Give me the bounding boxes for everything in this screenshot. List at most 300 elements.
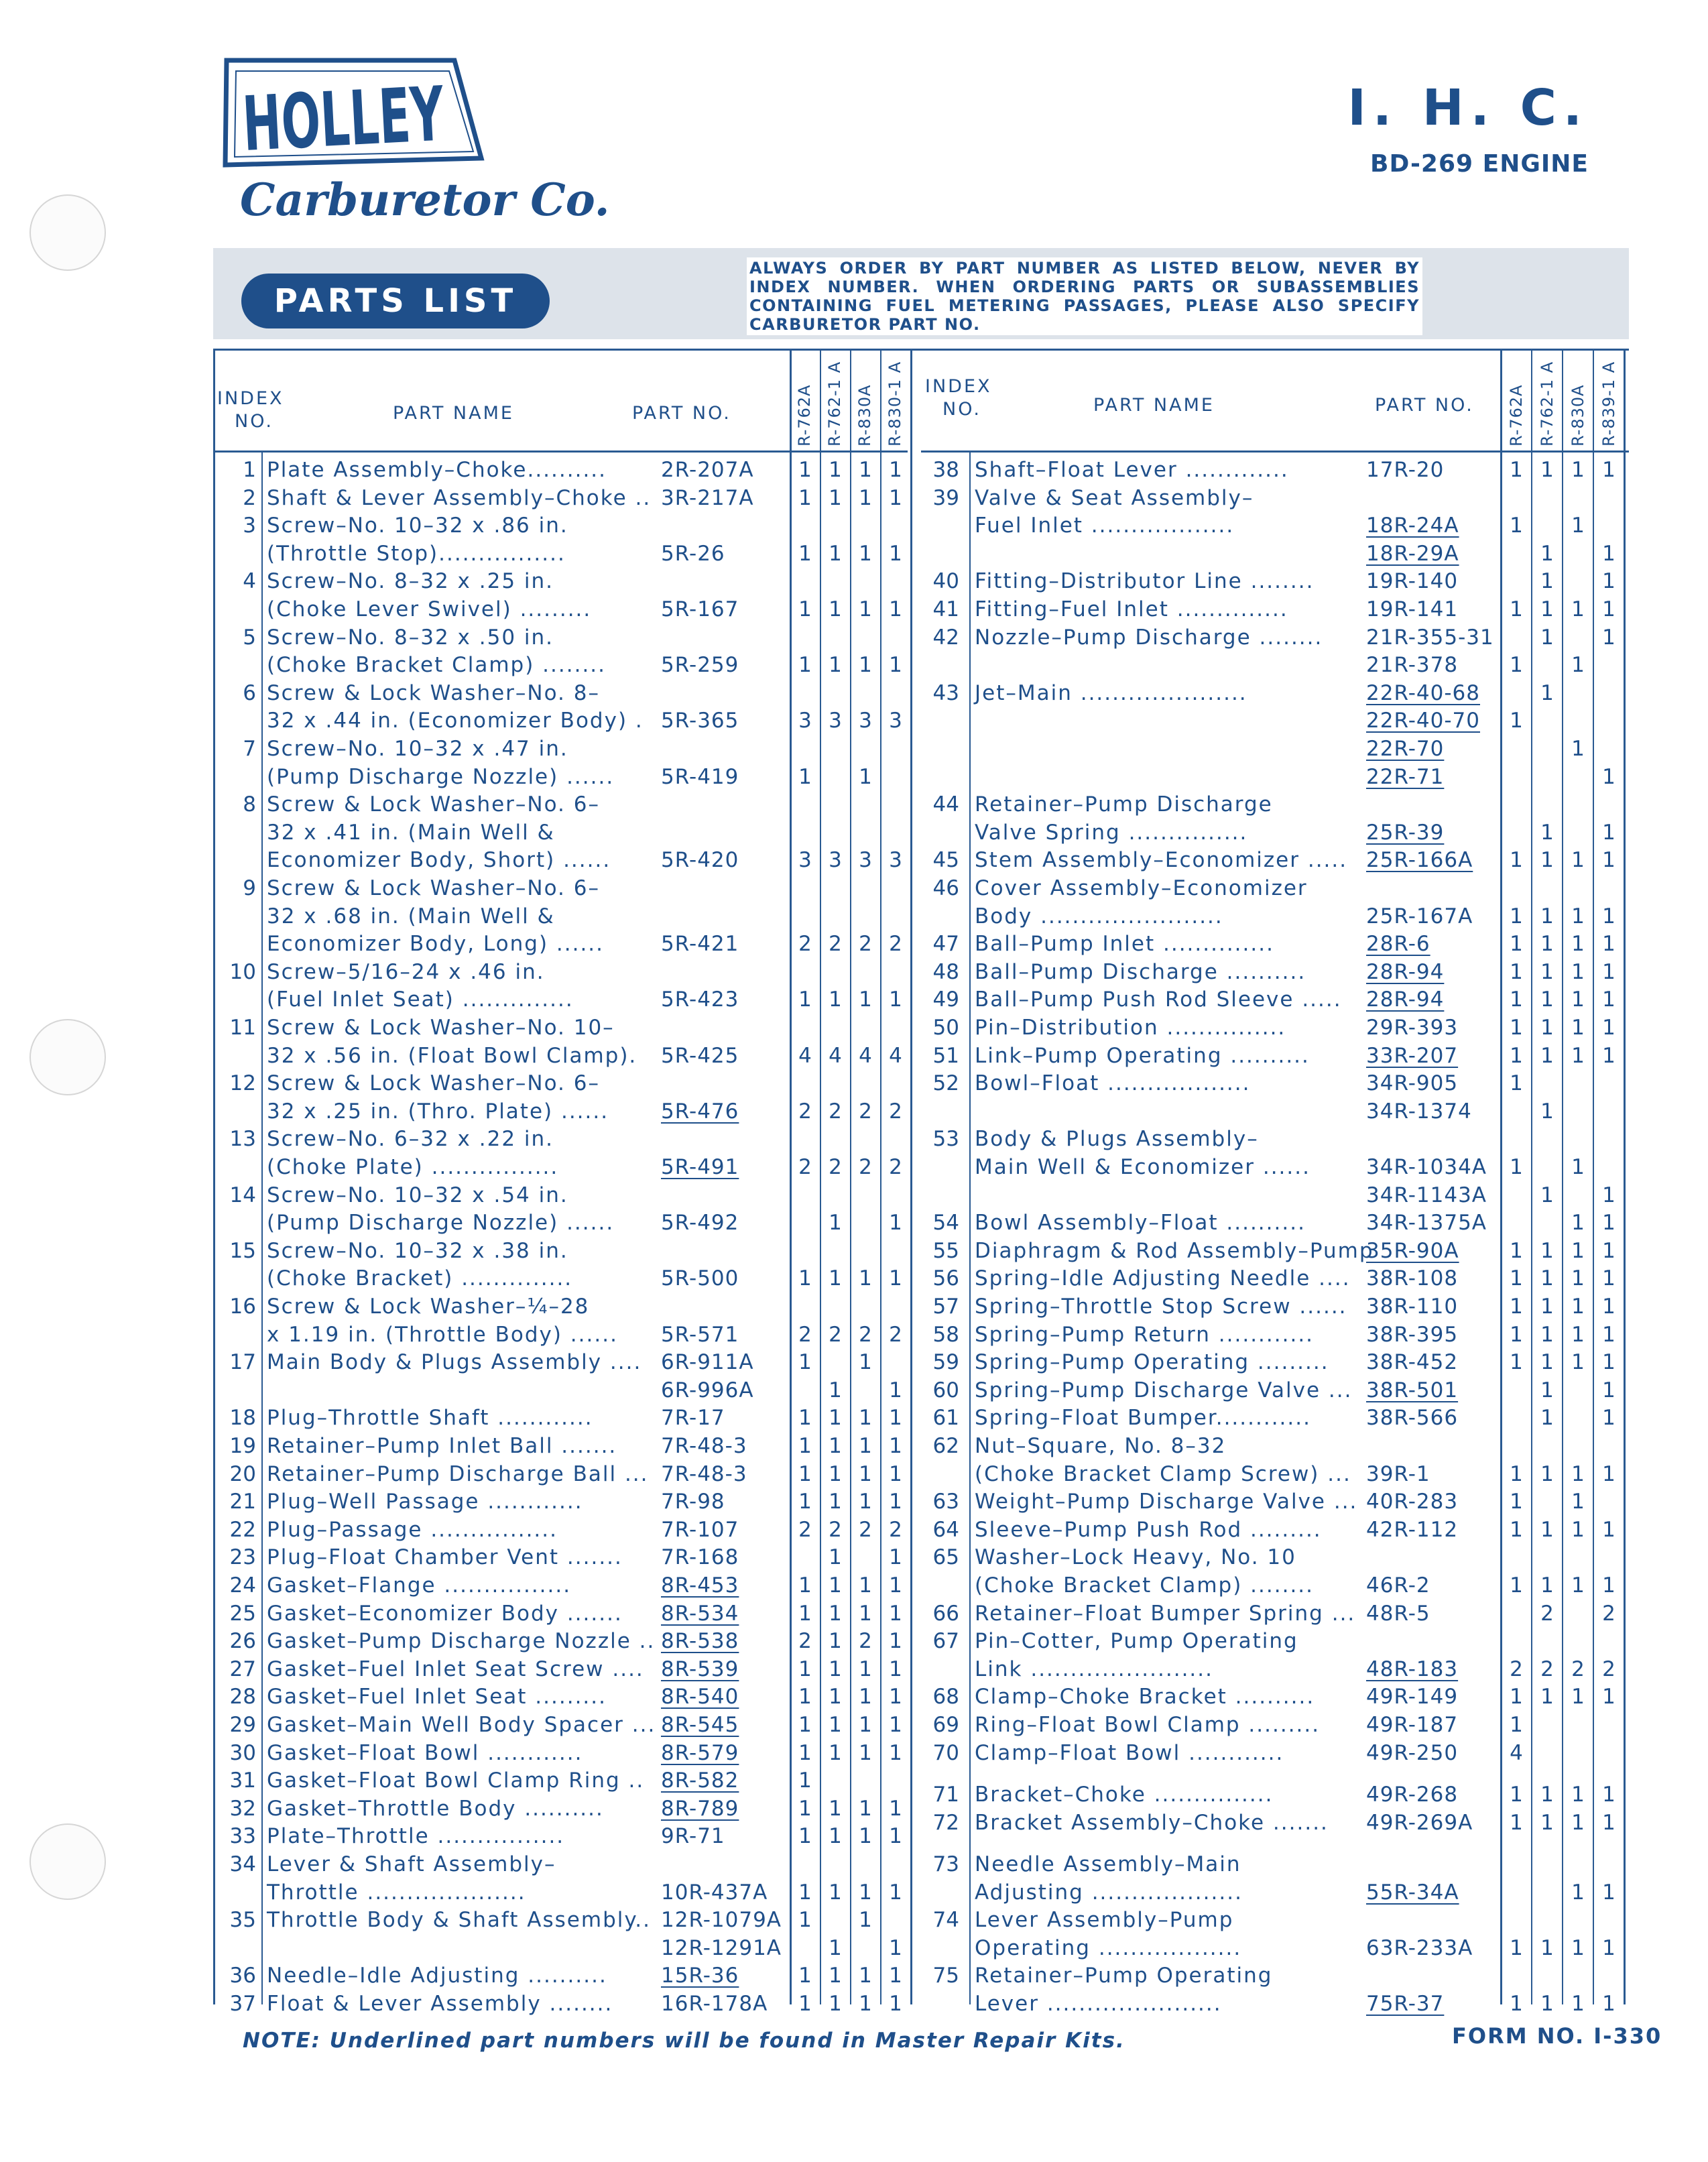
col-rule	[969, 451, 971, 2004]
qty-cell	[852, 736, 879, 762]
qty-cell: 1	[859, 1350, 872, 1375]
part-number: 46R-2	[1366, 1573, 1430, 1598]
qty-cell: 1	[829, 1266, 842, 1291]
qty-cell	[1595, 513, 1622, 538]
qty-cell	[852, 1852, 879, 1877]
qty-cell: 1	[1571, 1461, 1585, 1486]
qty-cell: 1	[829, 1713, 842, 1737]
qty-cell: 1	[1540, 1016, 1554, 1040]
qty-cell: 1	[1540, 1099, 1554, 1124]
part-name: Plug–Throttle Shaft ............	[267, 1406, 593, 1431]
qty-cell	[1534, 1880, 1561, 1905]
qty-cell: 1	[829, 597, 842, 621]
qty-cell: 1	[798, 1824, 812, 1849]
qty-cell: 1	[889, 458, 902, 482]
part-number: 8R-540	[661, 1685, 739, 1709]
qty-cell: 1	[889, 653, 902, 678]
part-name: x 1.19 in. (Throttle Body) ......	[267, 1322, 618, 1347]
qty-cell	[882, 1852, 909, 1877]
part-name: (Choke Bracket Clamp Screw) ...	[975, 1461, 1351, 1486]
part-name: Nut–Square, No. 8–32	[975, 1434, 1227, 1458]
qty-cell: 1	[1571, 1043, 1585, 1068]
part-name: Plug–Float Chamber Vent .......	[267, 1545, 623, 1570]
qty-cell: 1	[829, 1490, 842, 1514]
part-number: 7R-48-3	[661, 1434, 747, 1458]
row-index: 71	[932, 1783, 959, 1807]
row-index: 26	[229, 1629, 256, 1654]
row-index: 67	[932, 1629, 959, 1654]
row-index: 56	[932, 1266, 959, 1291]
part-number: 5R-259	[661, 653, 739, 678]
row-index: 40	[932, 569, 959, 594]
qty-cell	[1534, 1628, 1561, 1654]
part-number: 34R-1374	[1366, 1099, 1472, 1124]
qty-cell	[1565, 1378, 1591, 1403]
part-name: Spring–Pump Operating .........	[975, 1350, 1329, 1375]
qty-cell	[882, 904, 909, 929]
part-name: Ball–Pump Push Rod Sleeve .....	[975, 987, 1342, 1012]
part-name: Fitting–Fuel Inlet ..............	[975, 597, 1288, 621]
qty-cell	[1503, 1852, 1530, 1877]
part-name: Nozzle–Pump Discharge ........	[975, 625, 1323, 650]
row-index: 74	[932, 1908, 959, 1933]
qty-cell: 1	[889, 1629, 902, 1654]
qty-cell	[882, 1907, 909, 1933]
qty-cell: 1	[889, 1964, 902, 1988]
part-number: 7R-107	[661, 1517, 739, 1542]
qty-cell	[882, 1768, 909, 1793]
ordering-note: ALWAYS ORDER BY PART NUMBER AS LISTED BELOW, NEVER BY INDEX NUMBER. WHEN ORDERING PARTS OR SUBASSEMBLIES CONTAINING FUEL METERING PASSAGES, PLEASE ALSO SPECIFY CARBURETOR PART NO.	[747, 257, 1422, 335]
qty-cell	[1534, 1433, 1561, 1459]
qty-cell	[792, 959, 818, 985]
parts-list-label: PARTS LIST	[241, 274, 550, 328]
part-name: Pin–Distribution ...............	[975, 1016, 1286, 1040]
qty-cell: 1	[798, 987, 812, 1012]
qty-cell: 1	[889, 541, 902, 566]
qty-cell: 2	[1571, 1657, 1585, 1681]
qty-cell	[792, 820, 818, 845]
qty-cell	[1595, 1712, 1622, 1738]
row-index	[213, 820, 256, 845]
part-name: (Choke Bracket Clamp) ........	[267, 653, 607, 678]
qty-cell: 1	[798, 1964, 812, 1988]
qty-cell	[1503, 792, 1530, 817]
qty-cell: 1	[1510, 514, 1523, 538]
part-name: Gasket–Fuel Inlet Seat .........	[267, 1685, 607, 1709]
qty-cell: 1	[1540, 959, 1554, 984]
qty-cell: 1	[829, 458, 842, 482]
qty-cell: 1	[798, 1490, 812, 1514]
qty-cell	[1534, 708, 1561, 733]
right-col-r762-1a: R-762-1 A	[1538, 361, 1557, 446]
qty-cell: 2	[1510, 1657, 1523, 1681]
row-index: 2	[243, 485, 256, 510]
left-col-r762a: R-762A	[795, 384, 814, 446]
qty-cell: 1	[1602, 1322, 1615, 1347]
part-name: 32 x .25 in. (Thro. Plate) ......	[267, 1099, 609, 1124]
qty-cell: 1	[1602, 1266, 1615, 1291]
qty-cell: 1	[1540, 1783, 1554, 1807]
part-number: 6R-996A	[661, 1378, 754, 1402]
qty-cell: 1	[1540, 904, 1554, 928]
part-name: Cover Assembly–Economizer	[975, 876, 1308, 900]
qty-cell	[822, 1768, 849, 1793]
qty-cell: 1	[829, 987, 842, 1012]
qty-cell	[1534, 1712, 1561, 1738]
part-name: Plug–Passage ................	[267, 1517, 558, 1542]
row-index	[912, 1573, 959, 1598]
qty-cell: 1	[889, 1685, 902, 1709]
qty-cell: 1	[1602, 1238, 1615, 1263]
row-index: 42	[932, 625, 959, 650]
qty-cell: 1	[859, 1796, 872, 1821]
qty-cell: 2	[859, 1517, 872, 1542]
row-index: 58	[932, 1322, 959, 1347]
part-name: (Fuel Inlet Seat) ..............	[267, 987, 574, 1012]
part-number: 5R-167	[661, 597, 739, 621]
row-index: 39	[932, 485, 959, 510]
row-index	[213, 1210, 256, 1236]
qty-cell: 1	[1540, 1685, 1554, 1709]
part-number: 5R-500	[661, 1266, 739, 1291]
qty-cell: 2	[798, 932, 812, 957]
part-number: 33R-207	[1366, 1043, 1459, 1068]
qty-cell: 1	[798, 1740, 812, 1765]
qty-cell: 1	[889, 1824, 902, 1849]
qty-cell	[1503, 876, 1530, 901]
row-index	[213, 708, 256, 733]
qty-cell: 1	[859, 1964, 872, 1988]
part-number: 12R-1291A	[661, 1935, 782, 1960]
part-name: Retainer–Pump Discharge Ball ...	[267, 1461, 649, 1486]
row-index: 63	[932, 1490, 959, 1514]
qty-cell	[1565, 1907, 1591, 1933]
footer-note: NOTE: Underlined part numbers will be found in Master Repair Kits.	[243, 2029, 1125, 2053]
qty-cell: 1	[1571, 653, 1585, 678]
qty-cell: 1	[1602, 1935, 1615, 1960]
qty-cell	[852, 820, 879, 845]
qty-cell: 1	[1540, 1406, 1554, 1431]
qty-cell: 1	[859, 1740, 872, 1765]
qty-cell	[882, 1294, 909, 1319]
row-index: 3	[243, 514, 256, 538]
qty-cell	[1565, 541, 1591, 566]
qty-cell	[1565, 625, 1591, 650]
qty-cell: 1	[1602, 1685, 1615, 1709]
part-number: 10R-437A	[661, 1880, 768, 1905]
part-number: 21R-355-31	[1366, 625, 1494, 650]
qty-cell	[852, 1210, 879, 1236]
qty-cell: 1	[859, 1685, 872, 1709]
page-title: I. H. C.	[1347, 79, 1589, 137]
qty-cell	[1595, 1071, 1622, 1096]
qty-cell: 2	[859, 1155, 872, 1179]
part-number: 7R-168	[661, 1545, 739, 1570]
left-col-r830-1a: R-830-1 A	[886, 361, 904, 446]
qty-cell: 1	[1602, 1880, 1615, 1905]
qty-cell	[1503, 736, 1530, 762]
qty-cell	[1595, 792, 1622, 817]
qty-cell: 1	[798, 1406, 812, 1431]
qty-cell: 1	[1540, 625, 1554, 650]
qty-cell: 1	[798, 485, 812, 510]
qty-cell: 1	[1602, 597, 1615, 621]
part-name: Pin–Cotter, Pump Operating	[975, 1629, 1298, 1654]
part-name: Gasket–Float Bowl ............	[267, 1740, 583, 1765]
qty-cell: 1	[859, 1434, 872, 1458]
right-part-no-header: PART NO.	[1375, 395, 1474, 416]
row-index: 23	[229, 1545, 256, 1570]
qty-cell	[1503, 485, 1530, 511]
part-name: 32 x .41 in. (Main Well &	[267, 820, 555, 845]
part-name: (Throttle Stop)................	[267, 541, 566, 566]
row-index: 31	[229, 1768, 256, 1793]
row-index: 34	[229, 1852, 256, 1876]
row-index: 37	[229, 1992, 256, 2016]
part-number: 38R-566	[1366, 1406, 1459, 1431]
part-name: Shaft & Lever Assembly–Choke ..	[267, 485, 652, 510]
row-index: 65	[932, 1545, 959, 1570]
qty-cell: 1	[829, 1545, 842, 1570]
qty-cell: 1	[829, 1824, 842, 1849]
part-name: Stem Assembly–Economizer .....	[975, 848, 1348, 873]
col-rule	[1593, 349, 1594, 2004]
qty-cell	[1595, 1628, 1622, 1654]
qty-cell: 1	[1510, 1573, 1523, 1598]
qty-cell: 1	[1510, 1490, 1523, 1514]
row-index	[213, 1266, 256, 1291]
qty-cell	[852, 904, 879, 929]
qty-cell	[1595, 1545, 1622, 1570]
qty-cell	[1503, 1545, 1530, 1570]
qty-cell: 1	[1571, 1155, 1585, 1179]
row-index	[213, 541, 256, 566]
qty-cell: 1	[859, 485, 872, 510]
qty-cell	[1595, 1852, 1622, 1877]
row-index: 52	[932, 1071, 959, 1096]
qty-cell	[822, 736, 849, 762]
qty-cell	[882, 792, 909, 817]
qty-cell	[792, 1210, 818, 1236]
qty-cell: 1	[1510, 1685, 1523, 1709]
qty-cell	[1595, 1099, 1622, 1124]
qty-cell	[1565, 1852, 1591, 1877]
qty-cell	[792, 1238, 818, 1264]
part-name: (Pump Discharge Nozzle) ......	[267, 764, 615, 789]
qty-cell: 1	[859, 1601, 872, 1626]
part-number: 49R-268	[1366, 1783, 1459, 1807]
part-number: 2R-207A	[661, 458, 754, 482]
qty-cell: 1	[1540, 1461, 1554, 1486]
qty-cell	[1595, 652, 1622, 678]
part-number: 22R-40-70	[1366, 709, 1480, 733]
part-name: Needle Assembly–Main	[975, 1852, 1241, 1876]
qty-cell	[822, 1907, 849, 1933]
qty-cell	[792, 1294, 818, 1319]
part-name: Economizer Body, Long) ......	[267, 932, 605, 957]
row-index: 54	[932, 1211, 959, 1236]
qty-cell	[1565, 1601, 1591, 1626]
part-name: Retainer–Pump Operating	[975, 1964, 1273, 1988]
qty-cell	[1534, 652, 1561, 678]
part-name: Needle–Idle Adjusting ..........	[267, 1964, 607, 1988]
part-name: Adjusting ...................	[975, 1880, 1243, 1905]
part-name: Link–Pump Operating ..........	[975, 1043, 1310, 1068]
qty-cell: 1	[829, 1685, 842, 1709]
qty-cell	[1565, 680, 1591, 706]
qty-cell: 1	[1571, 1880, 1585, 1905]
qty-cell: 1	[889, 597, 902, 621]
qty-cell: 1	[1510, 1350, 1523, 1375]
part-name: Gasket–Throttle Body ..........	[267, 1796, 604, 1821]
qty-cell: 1	[798, 1657, 812, 1681]
qty-cell: 1	[1540, 597, 1554, 621]
row-index: 69	[932, 1713, 959, 1737]
qty-cell	[1565, 876, 1591, 901]
qty-cell: 1	[889, 1992, 902, 2016]
qty-cell	[792, 876, 818, 901]
part-name: Clamp–Choke Bracket ..........	[975, 1685, 1315, 1709]
row-index	[912, 1461, 959, 1487]
row-index	[912, 1183, 959, 1208]
qty-cell: 1	[1602, 625, 1615, 650]
part-name: Screw–No. 10–32 x .47 in.	[267, 737, 568, 761]
row-index	[213, 652, 256, 678]
qty-cell: 1	[1510, 597, 1523, 621]
qty-cell	[1503, 1628, 1530, 1654]
part-number: 34R-1143A	[1366, 1183, 1487, 1207]
part-number: 38R-108	[1366, 1266, 1459, 1291]
part-number: 8R-538	[661, 1629, 739, 1654]
qty-cell	[822, 1349, 849, 1375]
part-name: Retainer–Pump Inlet Ball .......	[267, 1434, 617, 1458]
row-index	[912, 820, 959, 845]
row-index	[912, 736, 959, 762]
qty-cell	[792, 1852, 818, 1877]
part-number: 34R-1034A	[1366, 1155, 1487, 1179]
qty-cell	[822, 904, 849, 929]
qty-cell	[1503, 1099, 1530, 1124]
qty-cell	[852, 1126, 879, 1152]
qty-cell	[822, 568, 849, 594]
part-name: Spring–Idle Adjusting Needle ....	[975, 1266, 1351, 1291]
qty-cell: 1	[1571, 1211, 1585, 1236]
part-name: Gasket–Flange ................	[267, 1573, 572, 1598]
col-rule	[820, 349, 821, 2004]
part-name: (Choke Plate) ................	[267, 1155, 559, 1179]
qty-cell: 1	[1540, 1810, 1554, 1835]
part-name: Shaft–Float Lever .............	[975, 458, 1289, 482]
qty-cell: 1	[798, 1992, 812, 2016]
part-name: Valve & Seat Assembly–	[975, 485, 1254, 510]
part-number: 28R-94	[1366, 987, 1445, 1012]
part-name: 32 x .44 in. (Economizer Body) .	[267, 709, 644, 733]
row-index: 19	[229, 1434, 256, 1458]
qty-cell	[792, 1935, 818, 1961]
row-index: 70	[932, 1740, 959, 1765]
row-index: 45	[932, 848, 959, 873]
qty-cell: 1	[1540, 1350, 1554, 1375]
qty-cell: 3	[829, 709, 842, 733]
qty-cell	[852, 876, 879, 901]
qty-cell	[792, 1183, 818, 1208]
qty-cell	[1565, 764, 1591, 790]
qty-cell	[882, 1071, 909, 1096]
col-rule	[261, 451, 263, 2004]
qty-cell: 1	[859, 653, 872, 678]
row-index: 75	[932, 1964, 959, 1988]
index-header-text: INDEX	[217, 388, 284, 409]
qty-cell: 2	[859, 932, 872, 957]
qty-cell	[822, 1852, 849, 1877]
qty-cell: 1	[889, 1573, 902, 1598]
row-index: 55	[932, 1238, 959, 1263]
qty-cell	[1595, 485, 1622, 511]
part-number: 8R-579	[661, 1740, 739, 1765]
qty-cell: 1	[1540, 1183, 1554, 1207]
qty-cell: 1	[1571, 1295, 1585, 1319]
qty-cell: 1	[1510, 1043, 1523, 1068]
qty-cell: 1	[798, 1601, 812, 1626]
qty-cell: 1	[1602, 569, 1615, 594]
part-name: Gasket–Float Bowl Clamp Ring ..	[267, 1768, 645, 1793]
index-header-text: INDEX	[925, 376, 992, 397]
part-name: (Choke Bracket Clamp) ........	[975, 1573, 1315, 1598]
row-index: 50	[932, 1016, 959, 1040]
qty-cell	[1503, 1907, 1530, 1933]
left-col-r762-1a: R-762-1 A	[825, 361, 844, 446]
row-index: 61	[932, 1406, 959, 1431]
qty-cell: 1	[859, 1992, 872, 2016]
qty-cell	[1595, 1963, 1622, 1988]
qty-cell: 1	[1602, 1295, 1615, 1319]
qty-cell: 2	[889, 1517, 902, 1542]
qty-cell: 1	[1602, 1406, 1615, 1431]
row-index: 57	[932, 1295, 959, 1319]
qty-cell: 1	[889, 1434, 902, 1458]
qty-cell	[1503, 1210, 1530, 1236]
qty-cell: 1	[798, 1434, 812, 1458]
part-number: 8R-539	[661, 1657, 739, 1681]
col-rule	[880, 349, 881, 2004]
qty-cell	[1565, 1545, 1591, 1570]
row-index	[912, 1154, 959, 1180]
part-number: 5R-492	[661, 1211, 739, 1236]
qty-cell: 2	[798, 1322, 812, 1347]
part-name: Ball–Pump Inlet ..............	[975, 932, 1274, 957]
qty-cell	[792, 568, 818, 594]
qty-cell: 1	[889, 1461, 902, 1486]
part-name: Sleeve–Pump Push Rod .........	[975, 1517, 1322, 1542]
part-name: Screw & Lock Washer–No. 6–	[267, 1071, 600, 1096]
row-index: 32	[229, 1796, 256, 1821]
row-index	[213, 1043, 256, 1069]
row-index: 25	[229, 1601, 256, 1626]
parts-list-banner	[213, 248, 1629, 339]
qty-cell: 1	[1571, 1490, 1585, 1514]
part-number: 49R-269A	[1366, 1810, 1473, 1835]
qty-cell: 2	[798, 1517, 812, 1542]
qty-cell: 1	[1540, 987, 1554, 1012]
qty-cell: 2	[829, 1099, 842, 1124]
qty-cell	[882, 1349, 909, 1375]
qty-cell: 1	[1602, 1043, 1615, 1068]
row-index: 46	[932, 876, 959, 900]
qty-cell: 3	[859, 709, 872, 733]
row-index: 28	[229, 1685, 256, 1709]
qty-cell: 1	[798, 1461, 812, 1486]
row-index	[213, 987, 256, 1012]
